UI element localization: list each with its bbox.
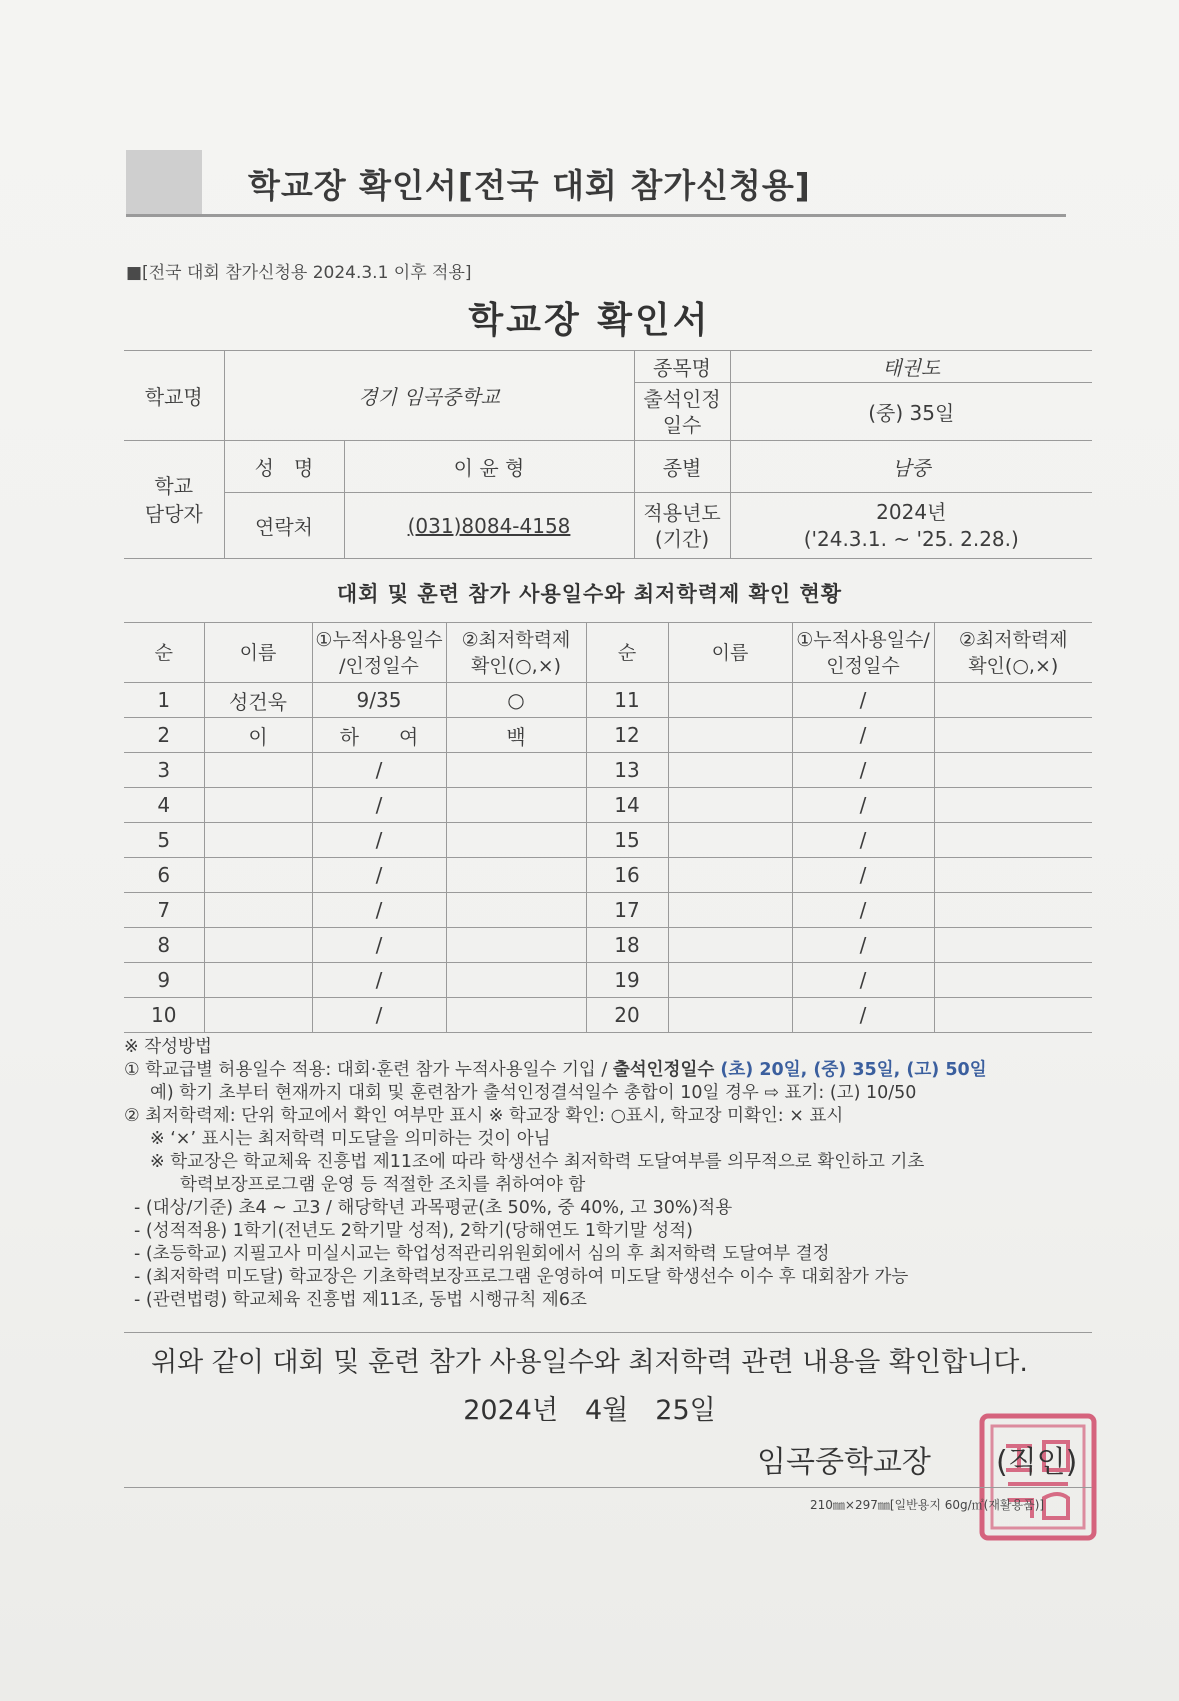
period-value: ('24.3.1. ~ '25. 2.28.) (803, 526, 1019, 551)
row-days-right: / (792, 788, 934, 823)
row-num: 4 (124, 788, 204, 823)
table-row (124, 823, 1092, 858)
row-days-right: / (792, 683, 934, 718)
row-check-right (934, 998, 1092, 1033)
row-num: 10 (124, 998, 204, 1033)
contact-person-label-line1: 학교 (154, 473, 194, 498)
note-2-a: ※ ‘×’ 표시는 최저학력 미도달을 의미하는 것이 아님 (150, 1129, 551, 1149)
row-num-right: 11 (586, 683, 668, 718)
contact-person-label-line2: 담당자 (144, 501, 203, 526)
row-days: 9/35 (312, 683, 446, 718)
bottom-divider (124, 1487, 1092, 1488)
table-row (124, 893, 1092, 928)
row-check-right (934, 788, 1092, 823)
note-2-b2: 학력보장프로그램 운영 등 적절한 조치를 취하여야 함 (180, 1175, 586, 1195)
table-row (124, 683, 1092, 718)
name-value: 이 윤 형 (344, 441, 634, 493)
document-title: 학교장 확인서 (468, 300, 711, 341)
row-num: 8 (124, 928, 204, 963)
header-num: 순 (124, 623, 204, 683)
note-1 (124, 1059, 1092, 1082)
row-num-right: 16 (586, 858, 668, 893)
row-num: 3 (124, 753, 204, 788)
banner-title: 학교장 확인서[전국 대회 참가신청용] (248, 166, 811, 205)
row-name-right (668, 858, 792, 893)
phone-label: 연락처 (224, 493, 344, 559)
row-num: 2 (124, 718, 204, 753)
row-name (204, 893, 312, 928)
row-name-right (668, 788, 792, 823)
row-name (204, 928, 312, 963)
table-row (124, 858, 1092, 893)
banner-underline (126, 214, 1066, 217)
row-days: / (312, 893, 446, 928)
row-check-right (934, 753, 1092, 788)
instructions (124, 1036, 1092, 1312)
row-days-right: / (792, 893, 934, 928)
header-check-right-line2: 확인(○,×) (968, 654, 1059, 677)
row-days: 하 여 (312, 718, 446, 753)
header-days-right-line1: ①누적사용일수/ (796, 628, 930, 651)
row-days-right: / (792, 928, 934, 963)
row-num-right: 13 (586, 753, 668, 788)
attendance-value: (중) 35일 (730, 383, 1092, 441)
notes-divider (124, 1332, 1092, 1333)
row-name-right (668, 823, 792, 858)
row-days: / (312, 928, 446, 963)
year-label (634, 493, 730, 559)
attendance-label-line1: 출석인정 (643, 386, 721, 411)
row-name-right (668, 963, 792, 998)
detail-2: - (성적적용) 1학기(전년도 2학기말 성적), 2학기(당해연도 1학기말 성적) (134, 1221, 693, 1241)
note-1-bold: 출석인정일수 (612, 1060, 721, 1080)
row-check: ○ (446, 683, 586, 718)
header-days (312, 623, 446, 683)
header-days-line2: /인정일수 (339, 654, 419, 677)
attendance-label (634, 383, 730, 441)
table-row (124, 788, 1092, 823)
header-check-line2: 확인(○,×) (470, 654, 562, 677)
header-num-right: 순 (586, 623, 668, 683)
row-days: / (312, 823, 446, 858)
contact-person-label (124, 441, 224, 559)
form-subnote: ■[전국 대회 참가신청용 2024.3.1 이후 적용] (126, 263, 472, 283)
seal-note: (직인) (995, 1445, 1078, 1480)
row-num-right: 18 (586, 928, 668, 963)
row-days: / (312, 858, 446, 893)
note-2: ② 최저학력제: 단위 학교에서 확인 여부만 표시 ※ 학교장 확인: ○표시, 학교장 미확인: × 표시 (124, 1106, 844, 1126)
note-1-example: 예) 학기 초부터 현재까지 대회 및 훈련참가 출석인정결석일수 총합이 10일 경우 ⇨ 표기: (고) 10/50 (150, 1083, 917, 1103)
table-row (124, 963, 1092, 998)
note-2-b1: ※ 학교장은 학교체육 진흥법 제11조에 따라 학생선수 최저학력 도달여부를 의무적으로 확인하고 기초 (150, 1152, 925, 1172)
row-num-right: 20 (586, 998, 668, 1033)
year-value (730, 493, 1092, 559)
name-label: 성 명 (224, 441, 344, 493)
row-days: / (312, 788, 446, 823)
principal-signature (757, 1437, 1077, 1481)
header-name: 이름 (204, 623, 312, 683)
row-num: 6 (124, 858, 204, 893)
row-name-right (668, 753, 792, 788)
row-check (446, 858, 586, 893)
row-name-right (668, 718, 792, 753)
header-check-line1: ②최저학력제 (461, 628, 571, 651)
banner-gray-block (126, 150, 202, 216)
grid-header-row (124, 623, 1092, 683)
row-check-right (934, 823, 1092, 858)
detail-5: - (관련법령) 학교체육 진흥법 제11조, 동법 시행규칙 제6조 (134, 1290, 587, 1310)
row-check (446, 928, 586, 963)
header-check (446, 623, 586, 683)
school-value: 경기 임곡중학교 (224, 351, 634, 441)
row-check-right (934, 683, 1092, 718)
note-1-allowance: (초) 20일, (중) 35일, (고) 50일 (720, 1060, 987, 1080)
table-row (124, 753, 1092, 788)
row-check: 백 (446, 718, 586, 753)
row-name (204, 858, 312, 893)
row-name-right (668, 683, 792, 718)
row-num-right: 12 (586, 718, 668, 753)
row-num: 5 (124, 823, 204, 858)
row-check-right (934, 718, 1092, 753)
school-label: 학교명 (124, 351, 224, 441)
detail-3: - (초등학교) 지필고사 미실시교는 학업성적관리위원회에서 심의 후 최저학력 도달여부 결정 (134, 1244, 830, 1264)
row-check-right (934, 928, 1092, 963)
attendance-grid (124, 622, 1092, 1033)
row-check (446, 963, 586, 998)
type-label: 종별 (634, 441, 730, 493)
row-num-right: 14 (586, 788, 668, 823)
header-days-right (792, 623, 934, 683)
paper-spec-footer: 210㎜×297㎜[일반용지 60g/㎡(재활용품)] (810, 1498, 1045, 1512)
header-days-line1: ①누적사용일수 (315, 628, 443, 651)
type-value: 남중 (730, 441, 1092, 493)
header-banner (126, 150, 1066, 216)
row-name-right (668, 928, 792, 963)
row-name-right (668, 998, 792, 1033)
row-name (204, 823, 312, 858)
year-label-line1: 적용년도 (643, 500, 721, 525)
info-table (124, 350, 1092, 559)
issue-date: 2024년 4월 25일 (463, 1395, 716, 1426)
row-days: / (312, 963, 446, 998)
row-num: 1 (124, 683, 204, 718)
row-num-right: 15 (586, 823, 668, 858)
confirmation-text: 위와 같이 대회 및 훈련 참가 사용일수와 최저학력 관련 내용을 확인합니다. (151, 1347, 1028, 1378)
row-name: 이 (204, 718, 312, 753)
event-label: 종목명 (634, 351, 730, 383)
header-days-right-line2: 인정일수 (826, 654, 900, 677)
row-check (446, 753, 586, 788)
row-check-right (934, 963, 1092, 998)
header-name-right: 이름 (668, 623, 792, 683)
table-row (124, 928, 1092, 963)
phone-value: (031)8084-4158 (344, 493, 634, 559)
row-days-right: / (792, 998, 934, 1033)
principal-name: 임곡중학교장 (757, 1445, 931, 1480)
table-row (124, 718, 1092, 753)
row-check (446, 788, 586, 823)
row-days-right: / (792, 718, 934, 753)
section-title: 대회 및 훈련 참가 사용일수와 최저학력제 확인 현황 (336, 582, 843, 606)
row-name-right (668, 893, 792, 928)
row-days-right: / (792, 963, 934, 998)
row-num: 7 (124, 893, 204, 928)
row-days-right: / (792, 858, 934, 893)
row-name: 성건욱 (204, 683, 312, 718)
table-row (124, 998, 1092, 1033)
row-days: / (312, 753, 446, 788)
note-1-text: ① 학교급별 허용일수 적용: 대회·훈련 참가 누적사용일수 기입 / (124, 1060, 613, 1080)
detail-4: - (최저학력 미도달) 학교장은 기초학력보장프로그램 운영하여 미도달 학생선수 이수 후 대회참가 가능 (134, 1267, 909, 1287)
year-value-line1: 2024년 (876, 499, 947, 524)
year-label-line2: (기간) (654, 526, 710, 551)
row-name (204, 753, 312, 788)
detail-1: - (대상/기준) 초4 ~ 고3 / 해당학년 과목평균(초 50%, 중 40%, 고 30%)적용 (134, 1198, 733, 1218)
row-check (446, 823, 586, 858)
row-check-right (934, 858, 1092, 893)
grid-body (124, 683, 1092, 1033)
row-days-right: / (792, 823, 934, 858)
row-check-right (934, 893, 1092, 928)
row-name (204, 998, 312, 1033)
row-days: / (312, 998, 446, 1033)
row-name (204, 788, 312, 823)
header-check-right (934, 623, 1092, 683)
row-name (204, 963, 312, 998)
attendance-label-line2: 일수 (662, 412, 702, 437)
row-num-right: 19 (586, 963, 668, 998)
row-num-right: 17 (586, 893, 668, 928)
row-num: 9 (124, 963, 204, 998)
notes-heading: ※ 작성방법 (124, 1037, 212, 1057)
row-check (446, 893, 586, 928)
row-days-right: / (792, 753, 934, 788)
header-check-right-line1: ②최저학력제 (958, 628, 1068, 651)
event-value: 태권도 (730, 351, 1092, 383)
row-check (446, 998, 586, 1033)
